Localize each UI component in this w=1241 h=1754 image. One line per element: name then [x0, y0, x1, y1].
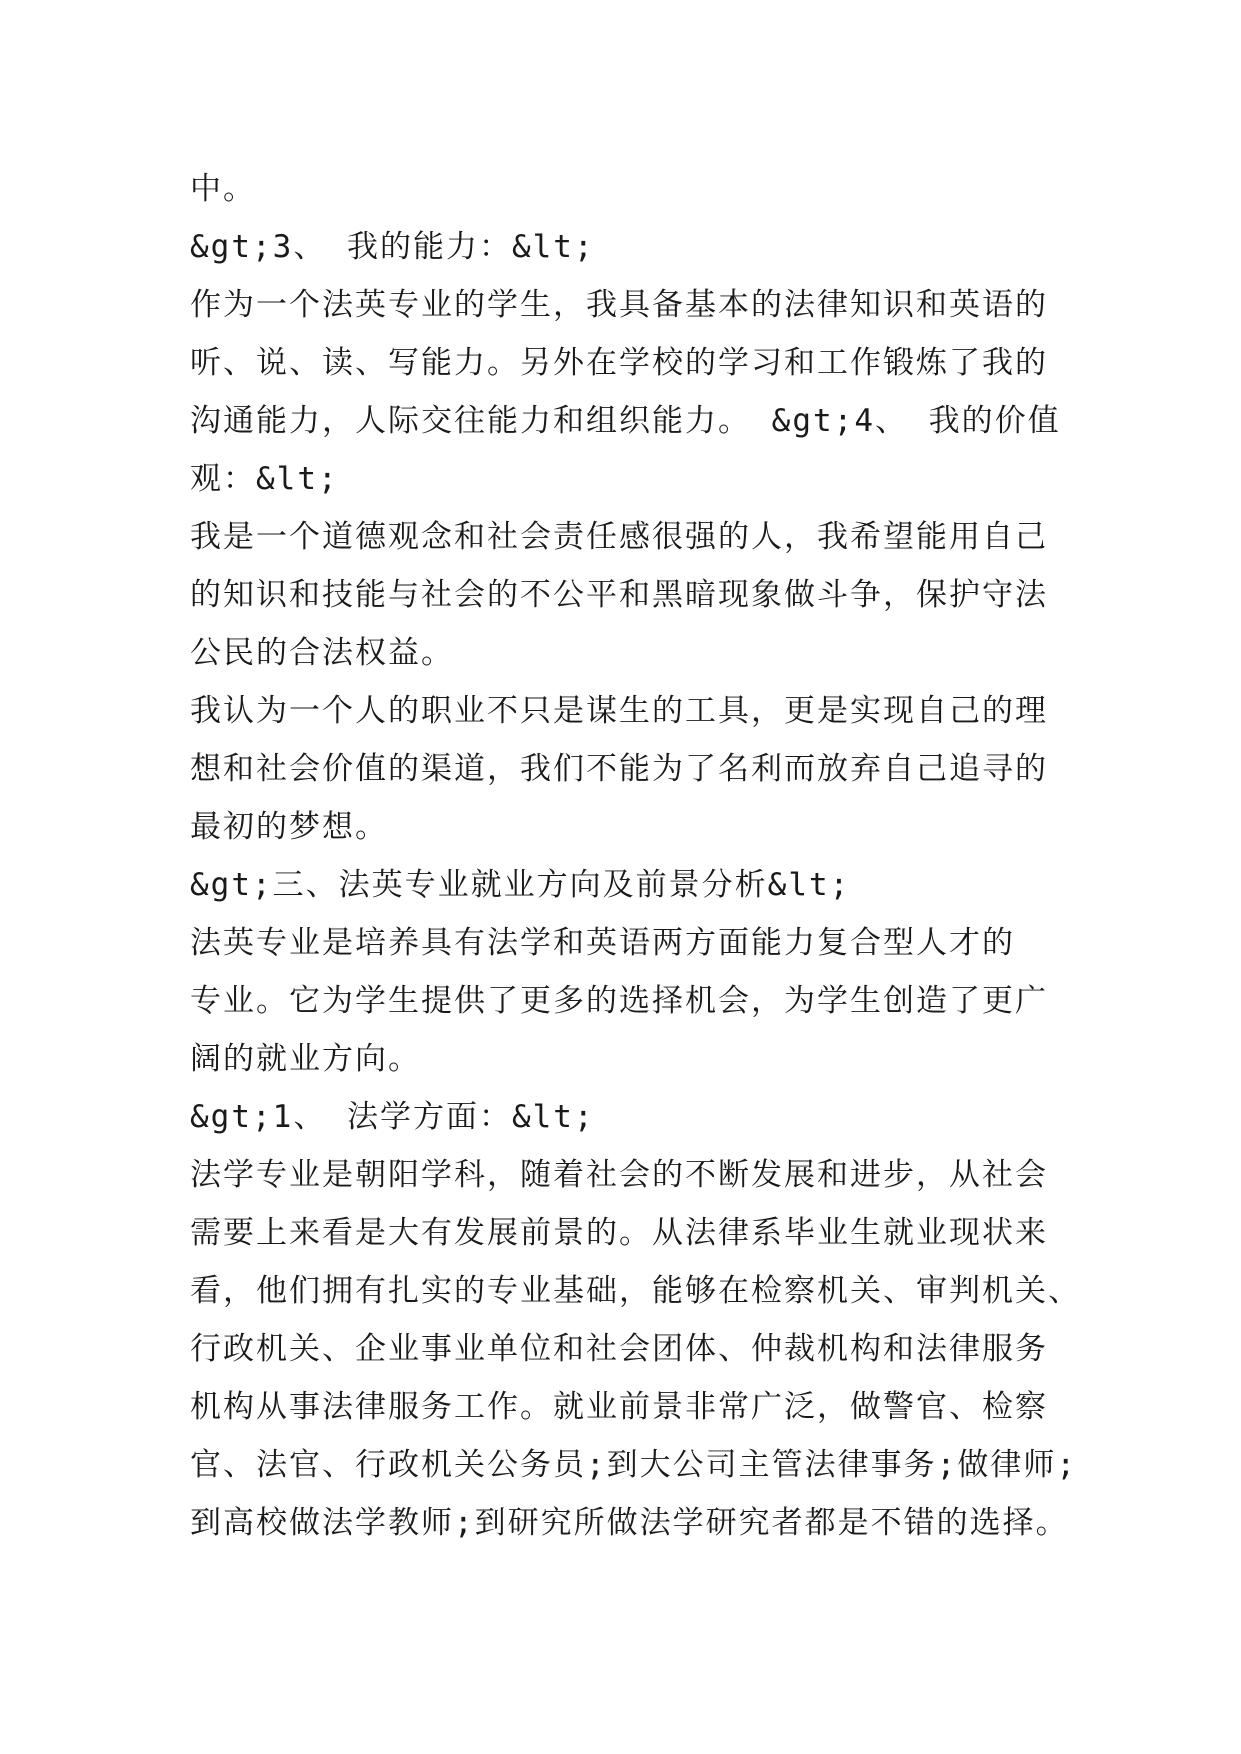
text-line: 法学专业是朝阳学科，随着社会的不断发展和进步，从社会: [190, 1157, 1048, 1193]
text-line: 到高校做法学教师;到研究所做法学研究者都是不错的选择。: [190, 1505, 1069, 1541]
text-line: 法英专业是培养具有法学和英语两方面能力复合型人才的: [190, 925, 1015, 961]
section-heading: &gt;1、 法学方面：&lt;: [190, 1099, 595, 1135]
text-line: 最初的梦想。: [190, 809, 388, 845]
text-line: 行政机关、企业事业单位和社会团体、仲裁机构和法律服务: [190, 1331, 1048, 1367]
text-line: 机构从事法律服务工作。就业前景非常广泛，做警官、检察: [190, 1389, 1048, 1425]
text-line: 专业。它为学生提供了更多的选择机会，为学生创造了更广: [190, 983, 1048, 1019]
text-line: 想和社会价值的渠道，我们不能为了名利而放弃自己追寻的: [190, 751, 1048, 787]
text-line: 官、法官、行政机关公务员;到大公司主管法律事务;做律师;: [190, 1447, 1077, 1483]
text-line: 需要上来看是大有发展前景的。从法律系毕业生就业现状来: [190, 1215, 1048, 1251]
text-line: 的知识和技能与社会的不公平和黑暗现象做斗争，保护守法: [190, 577, 1048, 613]
text-line: 公民的合法权益。: [190, 635, 454, 671]
text-line: 观：&lt;: [190, 461, 339, 497]
text-line: 我认为一个人的职业不只是谋生的工具，更是实现自己的理: [190, 693, 1048, 729]
text-line: 看，他们拥有扎实的专业基础，能够在检察机关、审判机关、: [190, 1273, 1081, 1309]
text-line: 中。: [190, 171, 256, 207]
section-heading: &gt;3、 我的能力：&lt;: [190, 229, 595, 265]
text-line: 听、说、读、写能力。另外在学校的学习和工作锻炼了我的: [190, 345, 1048, 381]
text-line: 阔的就业方向。: [190, 1041, 421, 1077]
body-text: [190, 160, 1081, 1552]
text-line: 作为一个法英专业的学生，我具备基本的法律知识和英语的: [190, 287, 1048, 323]
text-line: 我是一个道德观念和社会责任感很强的人，我希望能用自己: [190, 519, 1048, 555]
section-heading: &gt;三、法英专业就业方向及前景分析&lt;: [190, 867, 851, 903]
text-line: 沟通能力，人际交往能力和组织能力。 &gt;4、 我的价值: [190, 403, 1061, 439]
